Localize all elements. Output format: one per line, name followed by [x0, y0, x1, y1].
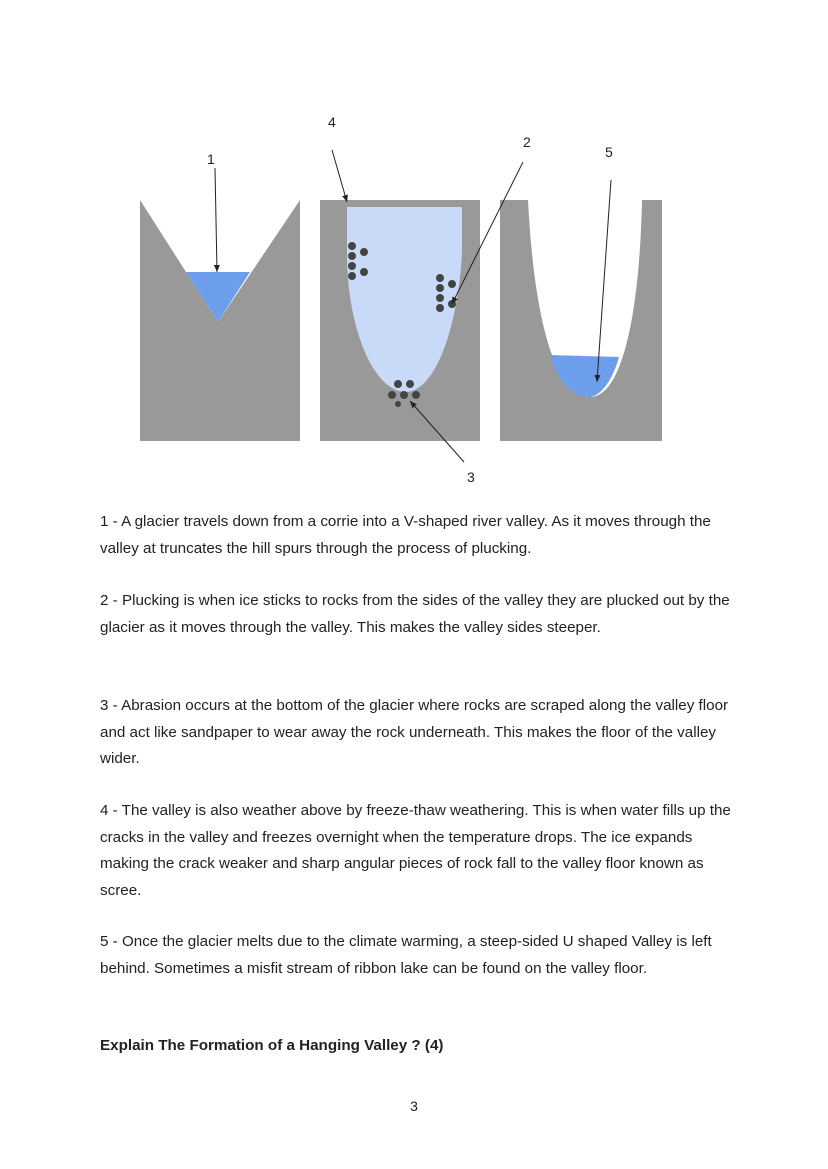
question-heading: Explain The Formation of a Hanging Valley ? (4): [100, 1037, 444, 1054]
label-3: 3: [467, 469, 475, 485]
v-valley-rock: [140, 200, 300, 441]
u-valley-rock: [500, 200, 662, 441]
u-shaped-valley-panel: [500, 200, 662, 441]
label-4: 4: [328, 114, 336, 130]
glacier-valley-panel: [320, 200, 480, 441]
arrow-1: [215, 168, 217, 272]
page-number: 3: [410, 1098, 418, 1114]
label-5: 5: [605, 144, 613, 160]
label-1: 1: [207, 151, 215, 167]
glacial-valley-diagram: [0, 0, 828, 500]
label-2: 2: [523, 134, 531, 150]
arrow-5: [597, 180, 611, 382]
v-shaped-valley-panel: [140, 200, 300, 441]
paragraph-2: 2 - Plucking is when ice sticks to rocks from the sides of the valley they are plucked out by the glacier as it moves through the valley. This makes the valley sides steeper.: [100, 592, 730, 636]
arrow-4: [332, 150, 347, 202]
paragraph-4: 4 - The valley is also weather above by freeze-thaw weathering. This is when water fills up the cracks in the valley and freezes overnight when the temperature drops. The ice expands making the crack weaker and sharp angular pieces of rock fall to the valley floor known as scree.: [100, 802, 731, 899]
paragraph-3: 3 - Abrasion occurs at the bottom of the glacier where rocks are scraped along the valley floor and act like sandpaper to wear away the rock underneath. This makes the floor of the valley wider.: [100, 697, 729, 767]
paragraph-1: 1 - A glacier travels down from a corrie into a V-shaped river valley. As it moves through the valley at truncates the hill spurs through the process of plucking.: [100, 513, 711, 557]
paragraph-5: 5 - Once the glacier melts due to the climate warming, a steep-sided U shaped Valley is left behind. Sometimes a misfit stream of ribbon lake can be found on the valley floor.: [100, 933, 712, 977]
